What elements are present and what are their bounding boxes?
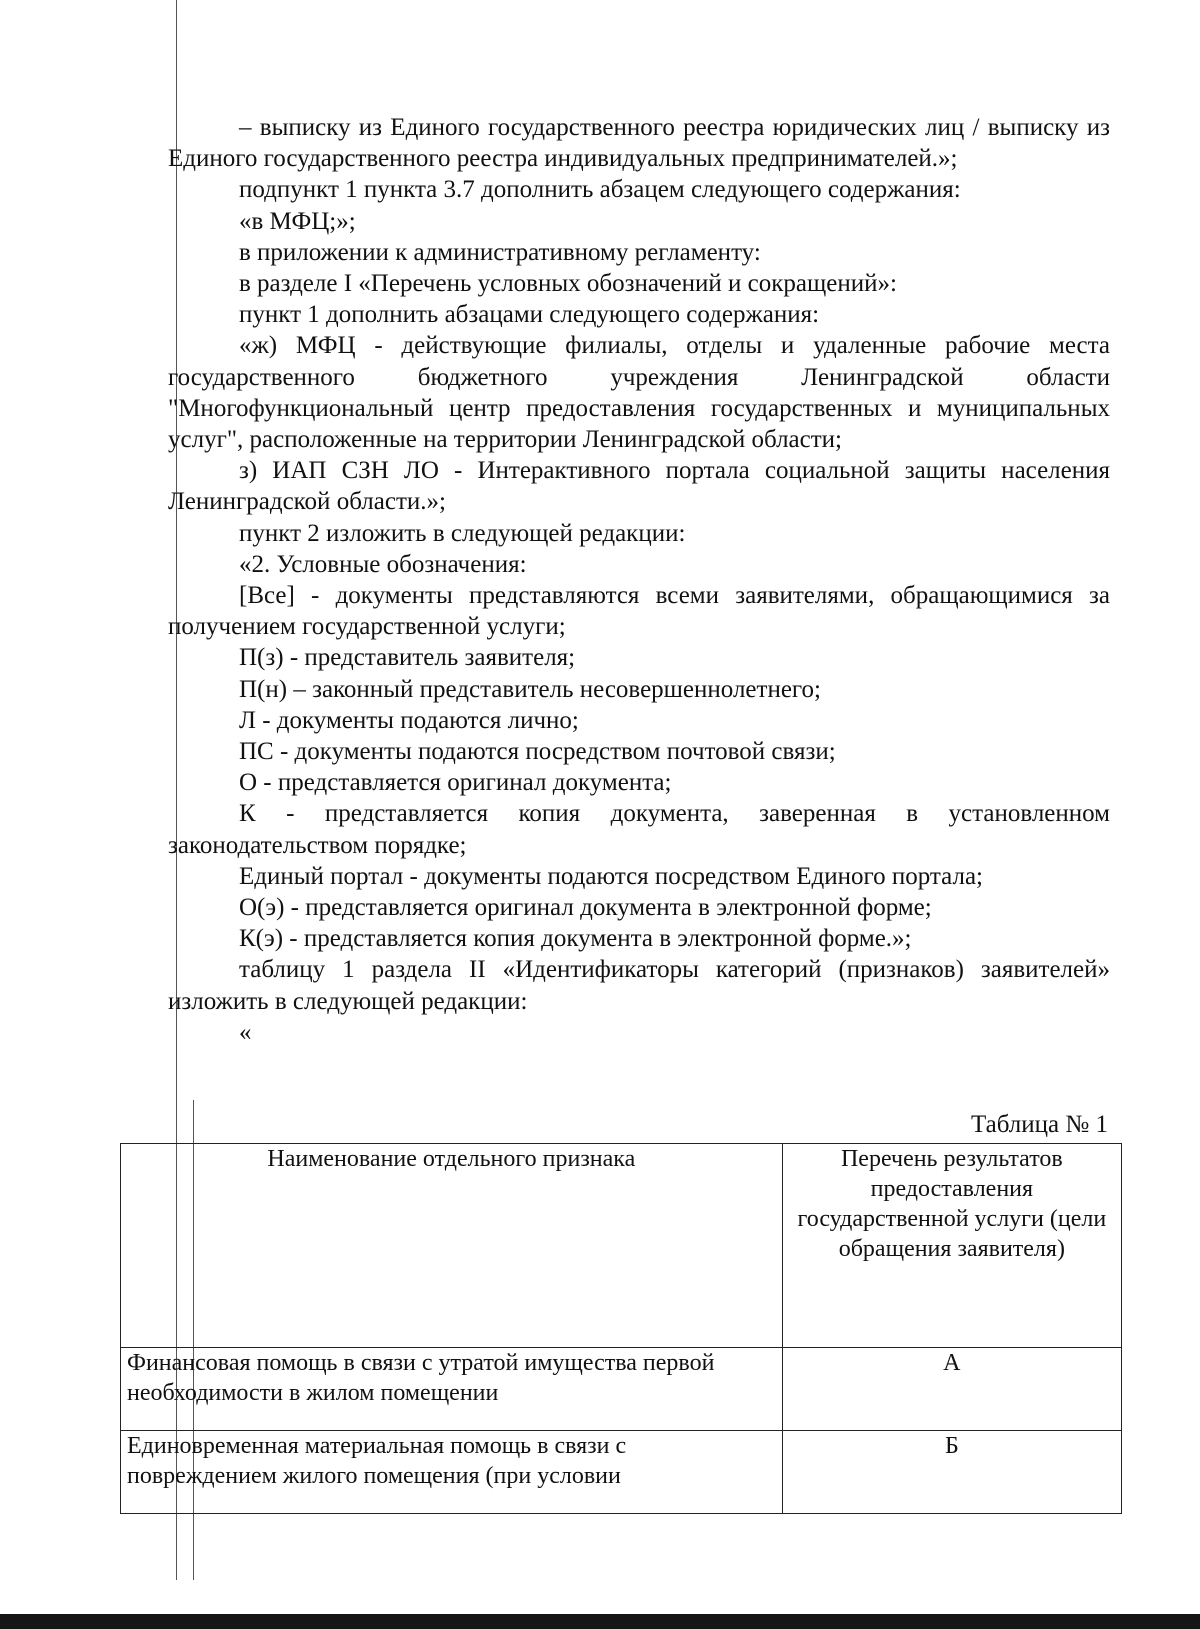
scan-bottom-edge [0,1614,1200,1629]
paragraph: Единый портал - документы подаются посредством Единого портала; [239,862,983,890]
paragraph: подпункт 1 пункта 3.7 дополнить абзацем следующего содержания: [239,176,961,204]
paragraph: К - представляется копия документа, заверенная в установленном законодательством порядке; [168,800,1110,859]
paragraph: [Все] - документы представляются всеми заявителями, обращающимися за получением государственной услуги; [168,582,1110,641]
paragraph: К(э) - представляется копия документа в электронной форме.»; [239,925,912,953]
paragraph: «ж) МФЦ - действующие филиалы, отделы и удаленные рабочие места государственного бюджетного учреждения Ленинградской области "Многофункциональный центр предоставления государственных и муниципальных услуг", расположенные на территории Ленинградской области; [168,332,1110,454]
identifiers-table [120,1143,1122,1514]
paragraph: «2. Условные обозначения: [239,550,527,578]
paragraph: «в МФЦ;»; [239,207,356,235]
paragraph: « [239,1018,252,1046]
paragraph: таблицу 1 раздела II «Идентификаторы категорий (признаков) заявителей» изложить в следующей редакции: [168,956,1110,1015]
paragraph: О - представляется оригинал документа; [239,769,672,797]
paragraph: в разделе I «Перечень условных обозначений и сокращений»: [239,270,897,298]
table-header-cell: Перечень результатов предоставления государственной услуги (цели обращения заявителя) [782,1144,1121,1348]
document-body [168,112,1110,1048]
paragraph: П(з) - представитель заявителя; [239,644,576,672]
table-row [121,1431,1122,1514]
paragraph: з) ИАП СЗН ЛО - Интерактивного портала социальной защиты населения Ленинградской области.»; [168,457,1110,516]
paragraph: О(э) - представляется оригинал документа в электронной форме; [239,894,932,922]
table-row [121,1348,1122,1431]
table-cell: Б [782,1431,1121,1514]
table-cell: А [782,1348,1121,1431]
table-cell: Единовременная материальная помощь в связи с повреждением жилого помещения (при условии [121,1431,783,1514]
paragraph: Л - документы подаются лично; [239,706,579,734]
paragraph: пункт 2 изложить в следующей редакции: [239,519,686,547]
paragraph: ПС - документы подаются посредством почтовой связи; [239,738,836,766]
paragraph: – выписку из Единого государственного реестра юридических лиц / выписку из Единого государственного реестра индивидуальных предпринимателей.»; [168,114,1110,173]
table-header-row [121,1144,1122,1348]
paragraph: П(н) – законный представитель несовершеннолетнего; [239,675,822,703]
table-caption: Таблица № 1 [970,1111,1108,1138]
table-cell: Финансовая помощь в связи с утратой имущества первой необходимости в жилом помещении [121,1348,783,1431]
table-header-cell: Наименование отдельного признака [121,1144,783,1348]
paragraph: пункт 1 дополнить абзацами следующего содержания: [239,301,820,329]
paragraph: в приложении к административному регламенту: [239,238,761,266]
